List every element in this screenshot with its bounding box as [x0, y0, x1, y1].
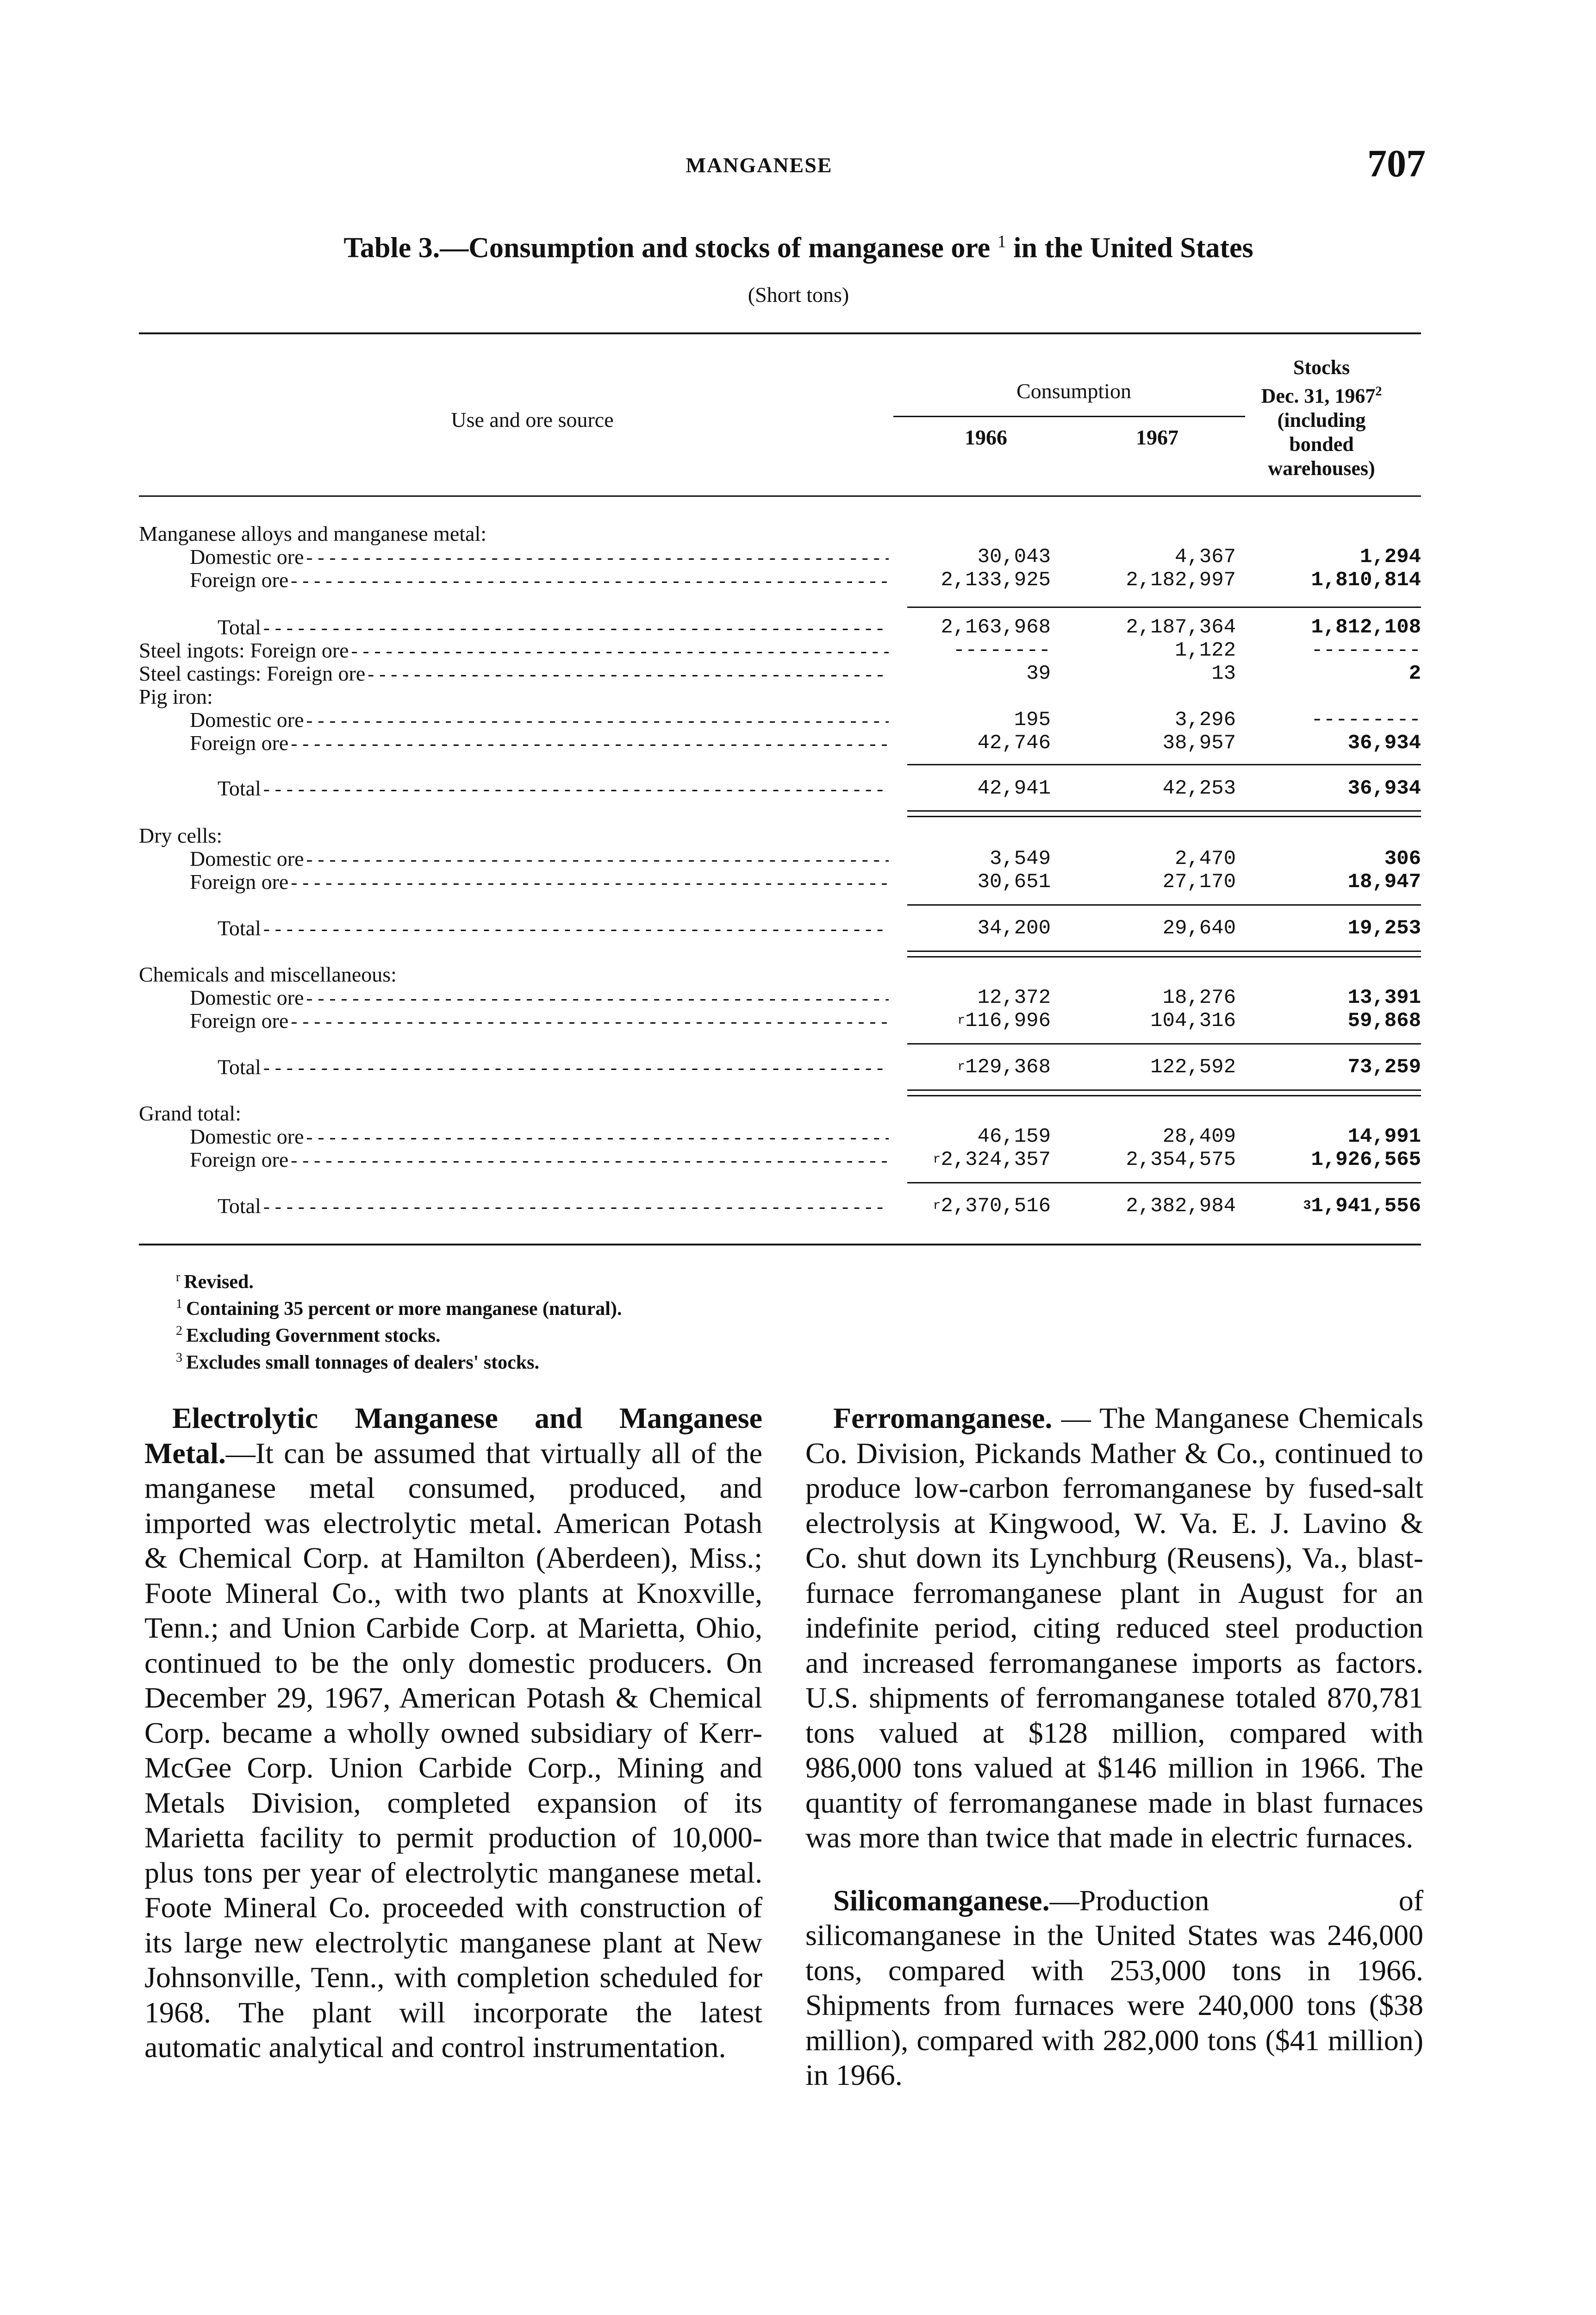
cell-value: 34,200 [977, 917, 1051, 940]
table-row [139, 1056, 1421, 1079]
cell-1966 [893, 847, 1051, 870]
cell-value: 1,122 [1174, 639, 1236, 662]
cell-value: 13 [1211, 662, 1236, 685]
table-footnotes [176, 1266, 1102, 1374]
cell-1966 [893, 777, 1051, 800]
cell-1966 [893, 917, 1051, 940]
table-row [139, 1009, 1421, 1032]
table-row [139, 986, 1421, 1009]
cell-value: 104,316 [1150, 1009, 1236, 1032]
cell-value: 38,957 [1162, 732, 1236, 755]
electrolytic-heading: Electrolytic Manganese and Manganese Metal. [144, 1402, 762, 1470]
cell-stocks [1268, 708, 1421, 732]
table-row [139, 847, 1421, 870]
cell-1966 [893, 616, 1051, 639]
row-label: Steel castings: Foreign ore ----- [139, 662, 889, 685]
stocks-title: Stocks [1293, 356, 1350, 379]
cell-1967 [1065, 708, 1236, 732]
cell-footnote-mark: r [957, 1060, 966, 1074]
table-row [139, 917, 1421, 940]
rule-chemicals-double-b [907, 1095, 1421, 1096]
row-label: Domestic ore ----- [190, 545, 889, 569]
cell-value: -------- [953, 639, 1051, 662]
cell-value: 2,133,925 [941, 569, 1051, 592]
cell-value: 42,746 [977, 732, 1051, 755]
cell-1967 [1065, 616, 1236, 639]
cell-value: 36,934 [1347, 777, 1421, 800]
cell-stocks [1268, 569, 1421, 592]
row-label: Foreign ore ----- [190, 732, 889, 755]
row-label: Foreign ore ----- [190, 870, 889, 894]
cell-1967 [1065, 986, 1236, 1009]
cell-stocks [1268, 1195, 1421, 1218]
cell-1966 [893, 545, 1051, 569]
cell-value: 2,370,516 [941, 1195, 1051, 1218]
row-label: Steel ingots: Foreign ore ----- [139, 639, 889, 662]
cell-value: --------- [1311, 708, 1421, 732]
col-header-1967: 1967 [1136, 425, 1178, 449]
cell-value: 306 [1384, 847, 1421, 870]
cell-stocks [1268, 616, 1421, 639]
table-title-footnote: 1 [997, 232, 1006, 251]
row-label: Total ----- [218, 917, 889, 940]
silicomanganese-paragraph [805, 1883, 1423, 2093]
table-row [139, 963, 1421, 986]
footnote-mark: 2 [176, 1324, 182, 1338]
cell-1967 [1065, 1148, 1236, 1171]
cell-value: 2,324,357 [941, 1148, 1051, 1171]
table-row [139, 545, 1421, 569]
consumption-rule [893, 416, 1245, 417]
footnote-text: Revised. [184, 1271, 254, 1293]
cell-value: 73,259 [1347, 1056, 1421, 1079]
row-label: Chemicals and miscellaneous: [139, 963, 397, 986]
cell-stocks [1268, 545, 1421, 569]
running-title: MANGANESE [686, 153, 833, 177]
cell-1967 [1065, 870, 1236, 894]
row-label: Pig iron: [139, 685, 213, 708]
rule-alloys-total [907, 607, 1421, 608]
cell-stocks [1268, 777, 1421, 800]
cell-1967 [1065, 569, 1236, 592]
electrolytic-text: —It can be assumed that virtually all of the manganese metal consumed, produced, and imported was electrolytic metal. American Potash & Chemical Corp. at Hamilton (Aberdeen), Miss.; Foote Mineral Co., with two plants at Knoxville, Tenn.; and Union Carbide Corp. at Marietta, Ohio, continued to be the only domestic producers. On December 29, 1967, American Potash & Chemical Corp. became a wholly owned subsidiary of Kerr-McGee Corp. Union Carbide Corp., Mining and Metals Division, completed expansion of its Marietta facility to permit production of 10,000-plus tons per year of electrolytic manganese metal. Foote Mineral Co. proceeded with construction of its large new electrolytic manganese plant at New Johnsonville, Tenn., with completion scheduled for 1968. The plant will incorporate the latest automatic analytical and control instrumentation. [144, 1436, 762, 2064]
cell-value: 2,163,968 [941, 616, 1051, 639]
rule-drycells-double-b [907, 956, 1421, 957]
cell-footnote-mark: r [933, 1199, 941, 1213]
cell-value: 1,294 [1359, 545, 1421, 569]
cell-value: 116,996 [965, 1009, 1051, 1032]
ferromanganese-heading: Ferromanganese. [833, 1402, 1053, 1434]
table-row [139, 685, 1421, 708]
cell-1966 [893, 870, 1051, 894]
col-header-consumption: Consumption [1016, 379, 1131, 403]
footnote-mark: r [176, 1270, 181, 1284]
table-title [139, 232, 1458, 265]
rule-drycells-double-a [907, 951, 1421, 952]
cell-value: 2 [1409, 662, 1421, 685]
row-label: Total ----- [218, 777, 889, 800]
cell-value: 2,187,364 [1126, 616, 1236, 639]
cell-value: 14,991 [1347, 1125, 1421, 1148]
stocks-note-1: (including [1277, 408, 1366, 432]
table-row [139, 569, 1421, 592]
rule-pigiron-double-a [907, 810, 1421, 812]
silicomanganese-heading: Silicomanganese. [833, 1883, 1050, 1917]
cell-value: 18,276 [1162, 986, 1236, 1009]
row-label: Total ----- [218, 1056, 889, 1079]
cell-stocks [1268, 1148, 1421, 1171]
cell-1967 [1065, 777, 1236, 800]
cell-value: 29,640 [1162, 917, 1236, 940]
stocks-note-2: bonded [1289, 432, 1354, 456]
footnote-text: Excludes small tonnages of dealers' stocks. [186, 1352, 540, 1373]
cell-1966 [893, 732, 1051, 755]
table-row [139, 662, 1421, 685]
cell-value: 30,651 [977, 870, 1051, 894]
table-row [139, 639, 1421, 662]
footnote-mark: 3 [176, 1351, 182, 1365]
col-header-1966: 1966 [965, 425, 1007, 449]
cell-value: 42,941 [977, 777, 1051, 800]
footnote-text: Excluding Government stocks. [186, 1325, 441, 1346]
table-row [139, 708, 1421, 732]
cell-1966 [893, 1148, 1051, 1171]
cell-1966 [893, 708, 1051, 732]
cell-value: 1,810,814 [1311, 569, 1421, 592]
row-label: Domestic ore ----- [190, 708, 889, 732]
cell-value: 1,812,108 [1311, 616, 1421, 639]
cell-value: 39 [1026, 662, 1051, 685]
rule-chemicals-total [907, 1043, 1421, 1045]
cell-1967 [1065, 1056, 1236, 1079]
cell-value: 3,549 [989, 847, 1051, 870]
table-row [139, 824, 1421, 847]
cell-1967 [1065, 1009, 1236, 1032]
left-column [144, 1401, 762, 2065]
rule-pigiron-double-b [907, 816, 1421, 817]
cell-value: 13,391 [1347, 986, 1421, 1009]
cell-1967 [1065, 639, 1236, 662]
stocks-date-text: Dec. 31, 1967 [1261, 384, 1376, 407]
row-label: Foreign ore ----- [190, 1009, 889, 1032]
cell-1967 [1065, 662, 1236, 685]
rule-drycells-total [907, 904, 1421, 906]
cell-1966 [893, 1195, 1051, 1218]
cell-value: 18,947 [1347, 870, 1421, 894]
footnote [176, 1293, 1102, 1320]
cell-value: 12,372 [977, 986, 1051, 1009]
cell-value: --------- [1311, 639, 1421, 662]
table-row [139, 522, 1421, 545]
cell-value: 1,926,565 [1311, 1148, 1421, 1171]
cell-value: 28,409 [1162, 1125, 1236, 1148]
cell-value: 30,043 [977, 545, 1051, 569]
cell-value: 27,170 [1162, 870, 1236, 894]
cell-value: 2,382,984 [1126, 1195, 1236, 1218]
footnote [176, 1347, 1102, 1374]
cell-stocks [1268, 662, 1421, 685]
table-title-text: Table 3.—Consumption and stocks of manganese ore [343, 232, 991, 264]
cell-1966 [893, 1056, 1051, 1079]
cell-1966 [893, 986, 1051, 1009]
header-bottom-rule [139, 495, 1421, 497]
table-row [139, 870, 1421, 894]
cell-stocks [1268, 870, 1421, 894]
cell-stocks [1268, 986, 1421, 1009]
table-row [139, 777, 1421, 800]
table-bottom-rule [139, 1244, 1421, 1245]
table-units: (Short tons) [748, 283, 849, 307]
cell-1966 [893, 1009, 1051, 1032]
stocks-footnote: 2 [1375, 384, 1382, 399]
cell-1966 [893, 569, 1051, 592]
cell-value: 2,182,997 [1126, 569, 1236, 592]
electrolytic-paragraph [144, 1401, 762, 2065]
cell-value: 4,367 [1174, 545, 1236, 569]
cell-footnote-mark: 3 [1303, 1199, 1311, 1213]
cell-1967 [1065, 1125, 1236, 1148]
rule-chemicals-double-a [907, 1089, 1421, 1091]
cell-1966 [893, 639, 1051, 662]
cell-1967 [1065, 917, 1236, 940]
table-title-suffix: in the United States [1013, 232, 1253, 264]
table-row [139, 1125, 1421, 1148]
cell-value: 42,253 [1162, 777, 1236, 800]
cell-value: 46,159 [977, 1125, 1051, 1148]
rule-grand-total [907, 1182, 1421, 1183]
footnote [176, 1320, 1102, 1347]
row-label: Total ----- [218, 1195, 889, 1218]
table-top-rule [139, 332, 1421, 334]
cell-value: 122,592 [1150, 1056, 1236, 1079]
row-label: Domestic ore ----- [190, 1125, 889, 1148]
cell-value: 2,470 [1174, 847, 1236, 870]
row-label: Domestic ore ----- [190, 986, 889, 1009]
table-row [139, 1195, 1421, 1218]
cell-1967 [1065, 732, 1236, 755]
cell-stocks [1268, 1009, 1421, 1032]
table-row [139, 1102, 1421, 1125]
silicomanganese-text: —Production of silicomanganese in the United States was 246,000 tons, compared with 253,000 tons in 1966. Shipments from furnaces were 240,000 tons ($38 million), compared with 282,000 tons ($41 million) in 1966. [805, 1883, 1423, 2091]
col-header-stocks [1245, 356, 1398, 481]
col-header-use: Use and ore source [451, 408, 614, 432]
cell-stocks [1268, 639, 1421, 662]
cell-value: 36,934 [1347, 732, 1421, 755]
right-column [805, 1401, 1423, 2093]
cell-value: 195 [1014, 708, 1051, 732]
cell-value: 1,941,556 [1311, 1195, 1421, 1218]
cell-stocks [1268, 917, 1421, 940]
cell-value: 3,296 [1174, 708, 1236, 732]
row-label: Foreign ore ----- [190, 569, 889, 592]
row-label: Dry cells: [139, 824, 223, 847]
cell-value: 129,368 [965, 1056, 1051, 1079]
row-label: Manganese alloys and manganese metal: [139, 522, 487, 545]
footnote-text: Containing 35 percent or more manganese (natural). [186, 1298, 622, 1320]
cell-stocks [1268, 732, 1421, 755]
ferromanganese-text: — The Manganese Chemicals Co. Division, Pickands Mather & Co., continued to produce low-carbon ferromanganese by fused-salt electrolysis at Kingwood, W. Va. E. J. Lavino & Co. shut down its Lynchburg (Reusens), Va., blast-furnace ferromanganese plant in August for an indefinite period, citing reduced steel production and increased ferromanganese imports as factors. U.S. shipments of ferromanganese totaled 870,781 tons valued at $128 million, compared with 986,000 tons valued at $146 million in 1966. The quantity of ferromanganese made in blast furnaces was more than twice that made in electric furnaces. [805, 1402, 1423, 1854]
table-row [139, 732, 1421, 755]
rule-pigiron-total [907, 764, 1421, 765]
cell-footnote-mark: r [957, 1014, 966, 1028]
row-label: Grand total: [139, 1102, 241, 1125]
ferromanganese-paragraph [805, 1401, 1423, 1855]
page-number: 707 [1367, 142, 1426, 185]
footnote-mark: 1 [176, 1297, 182, 1311]
cell-value: 19,253 [1347, 917, 1421, 940]
cell-1967 [1065, 545, 1236, 569]
cell-stocks [1268, 1125, 1421, 1148]
cell-1966 [893, 1125, 1051, 1148]
cell-footnote-mark: r [933, 1152, 941, 1167]
row-label: Domestic ore ----- [190, 847, 889, 870]
stocks-date [1245, 380, 1398, 408]
row-label: Foreign ore ----- [190, 1148, 889, 1171]
cell-stocks [1268, 1056, 1421, 1079]
cell-stocks [1268, 847, 1421, 870]
cell-1966 [893, 662, 1051, 685]
cell-1967 [1065, 1195, 1236, 1218]
table-row [139, 616, 1421, 639]
cell-value: 59,868 [1347, 1009, 1421, 1032]
cell-value: 2,354,575 [1126, 1148, 1236, 1171]
cell-1967 [1065, 847, 1236, 870]
row-label: Total ----- [218, 616, 889, 639]
footnote [176, 1266, 1102, 1293]
table-row [139, 1148, 1421, 1171]
stocks-note-3: warehouses) [1268, 457, 1375, 480]
